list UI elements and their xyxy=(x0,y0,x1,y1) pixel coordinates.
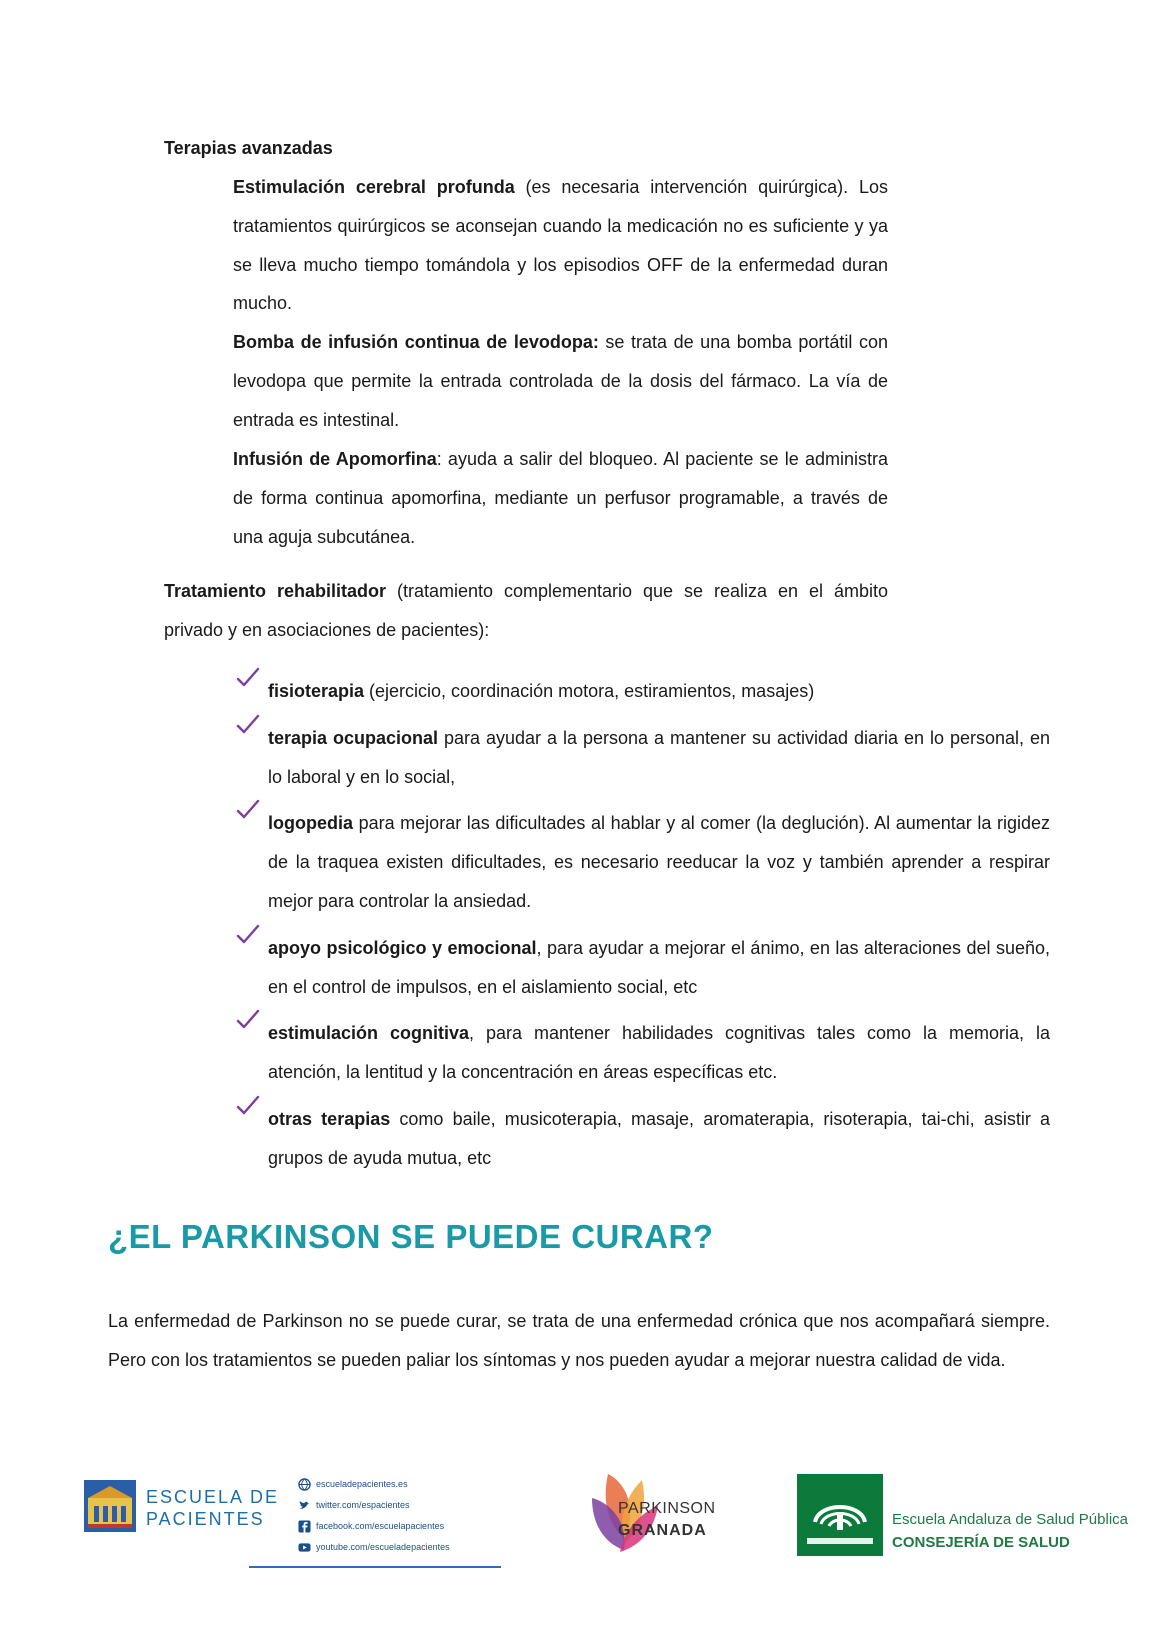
escuela-line2: PACIENTES xyxy=(146,1509,265,1529)
rehab-paragraph xyxy=(164,572,888,650)
rehab-list xyxy=(230,672,1050,1186)
junta-line1: Escuela Andaluza de Salud Pública xyxy=(892,1511,1129,1528)
therapy-text: se trata de una bomba portátil con levodopa que permite la entrada controlada de la dosis del fármaco. La vía de entrada es intestinal. xyxy=(233,332,888,430)
twitter-icon xyxy=(298,1499,311,1512)
checkmark-icon xyxy=(236,1094,260,1118)
list-item-term: terapia ocupacional xyxy=(268,727,439,748)
junta-andalucia-logo-icon xyxy=(797,1474,883,1556)
list-item xyxy=(230,672,1050,711)
checkmark-icon xyxy=(236,713,260,737)
escuela-logo-icon xyxy=(84,1480,136,1532)
section-title: Terapias avanzadas xyxy=(164,138,333,158)
checkmark-icon xyxy=(236,1008,260,1032)
checkmark-icon xyxy=(236,923,260,947)
page-heading: ¿EL PARKINSON SE PUEDE CURAR? xyxy=(108,1218,714,1255)
youtube-icon xyxy=(298,1541,311,1554)
therapy-paragraph-apomorfina xyxy=(233,440,888,556)
social-link-web[interactable] xyxy=(298,1474,450,1495)
parkinson-granada-text xyxy=(618,1498,716,1542)
checkmark-icon xyxy=(236,798,260,822)
junta-text xyxy=(892,1508,1128,1554)
footer-divider xyxy=(249,1566,501,1568)
therapy-text: : ayuda a salir del bloqueo. Al paciente se le administra de forma continua apomorfina, mediante un perfusor programable, a través de una aguja subcutánea. xyxy=(233,449,888,547)
facebook-icon xyxy=(298,1520,311,1533)
social-link-text: twitter.com/espacientes xyxy=(316,1500,410,1510)
list-item xyxy=(230,804,1050,920)
globe-icon xyxy=(298,1478,311,1491)
checkmark-icon xyxy=(236,666,260,690)
social-link-text: youtube.com/escueladepacientes xyxy=(316,1542,450,1552)
list-item-term: estimulación cognitiva xyxy=(268,1023,470,1044)
social-link-text: escueladepacientes.es xyxy=(316,1479,408,1489)
list-item-text: (ejercicio, coordinación motora, estiramientos, masajes) xyxy=(364,681,815,701)
list-item-term: apoyo psicológico y emocional xyxy=(268,937,537,958)
social-link-facebook[interactable] xyxy=(298,1516,450,1537)
list-item xyxy=(230,1100,1050,1178)
list-item-text: para ayudar a la persona a mantener su actividad diaria en lo personal, en lo laboral y en lo social, xyxy=(268,727,1050,787)
social-link-text: facebook.com/escuelapacientes xyxy=(316,1521,445,1531)
escuela-logo-text xyxy=(146,1486,279,1530)
list-item-term: logopedia xyxy=(268,813,353,834)
therapy-term: Bomba de infusión continua de levodopa: xyxy=(233,332,599,352)
therapy-paragraph-dbs xyxy=(233,168,888,323)
therapy-text: (es necesaria intervención quirúrgica). Los tratamientos quirúrgicos se aconsejan cuando la medicación no es suficiente y ya se lleva mucho tiempo tomándola y los episodios OFF de la enfermedad duran mucho. xyxy=(233,177,889,314)
parkinson-line2: GRANADA xyxy=(618,1522,707,1539)
list-item-text: como baile, musicoterapia, masaje, aromaterapia, risoterapia, tai-chi, asistir a grupos de ayuda mutua, etc xyxy=(268,1108,1051,1168)
list-item xyxy=(230,719,1050,797)
list-item xyxy=(230,929,1050,1007)
therapy-term: Infusión de Apomorfina xyxy=(233,449,437,469)
junta-line2: CONSEJERÍA DE SALUD xyxy=(892,1534,1070,1551)
social-links xyxy=(298,1474,450,1558)
list-item-term: otras terapias xyxy=(268,1108,391,1129)
list-item-text: para mejorar las dificultades al hablar y al comer (la deglución). Al aumentar la rigidez de la traquea existen dificultades, es necesario reeducar la voz y también aprender a respirar mejor para controlar la ansiedad. xyxy=(268,813,1050,911)
rehab-text: (tratamiento complementario que se realiza en el ámbito privado y en asociaciones de pacientes): xyxy=(164,581,888,640)
social-link-twitter[interactable] xyxy=(298,1495,450,1516)
rehab-term: Tratamiento rehabilitador xyxy=(164,581,387,601)
parkinson-line1: PARKINSON xyxy=(618,1500,716,1517)
therapy-paragraph-levodopa xyxy=(233,323,888,439)
escuela-line1: ESCUELA DE xyxy=(146,1487,280,1507)
therapy-term: Estimulación cerebral profunda xyxy=(233,177,515,197)
list-item-text: , para mantener habilidades cognitivas tales como la memoria, la atención, la lentitud y la concentración en áreas específicas etc. xyxy=(268,1023,1050,1083)
list-item-text: , para ayudar a mejorar el ánimo, en las alteraciones del sueño, en el control de impulsos, en el aislamiento social, etc xyxy=(268,937,1050,997)
list-item xyxy=(230,1014,1050,1092)
social-link-youtube[interactable] xyxy=(298,1537,450,1558)
closing-paragraph: La enfermedad de Parkinson no se puede curar, se trata de una enfermedad crónica que nos acompañará siempre. Pero con los tratamientos se pueden paliar los síntomas y nos pueden ayudar a mejorar nuestra calidad de vida. xyxy=(108,1311,1050,1370)
list-item-term: fisioterapia xyxy=(268,681,365,701)
